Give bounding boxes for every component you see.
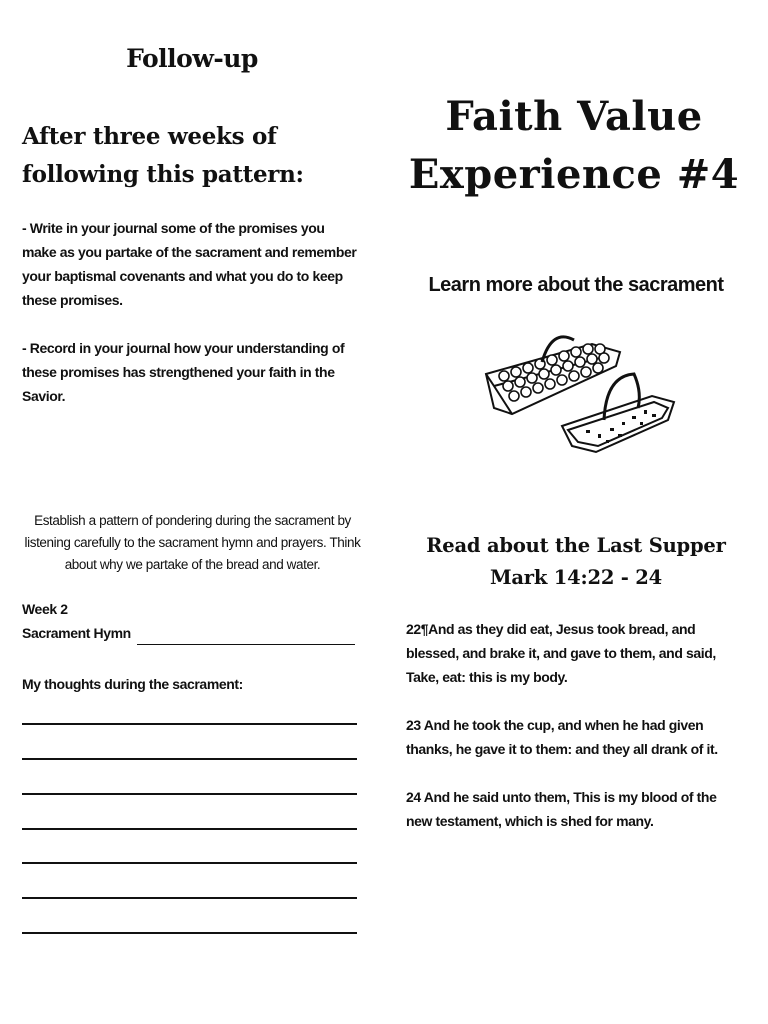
followup-list [22,216,362,432]
title-line-1: Faith Value [445,93,703,140]
writing-line[interactable] [22,862,357,864]
followup-heading: After three weeks of following this pattern: [22,123,304,188]
hymn-field [22,621,362,645]
title-line-2: Experience #4 [408,151,740,198]
followup-item-journal-promises: - Write in your journal some of the promises you make as you partake of the sacrament and remember your baptismal covenants and what you do to keep these promises. [22,220,357,308]
hymn-blank-line[interactable] [137,630,355,645]
verse-23: 23 And he took the cup, and when he had given thanks, he gave it to them: and they all drank of it. [406,717,718,757]
reading-heading [404,530,748,594]
writing-line[interactable] [22,723,357,725]
writing-line[interactable] [22,793,357,795]
followup-title: Follow-up [126,44,258,73]
writing-line[interactable] [22,897,357,899]
thoughts-label: My thoughts during the sacrament: [22,676,243,692]
verse-22: 22¶And as they did eat, Jesus took bread, and blessed, and brake it, and gave to them, and said, Take, eat: this is my body. [406,621,716,685]
subtitle: Learn more about the sacrament [428,274,724,296]
page-title [400,88,748,204]
writing-line[interactable] [22,758,357,760]
followup-item-journal-understanding: - Record in your journal how your understanding of these promises has strengthened your faith in the Savior. [22,340,345,404]
writing-line[interactable] [22,828,357,830]
hymn-label: Sacrament Hymn [22,625,131,641]
writing-line[interactable] [22,932,357,934]
pondering-instructions: Establish a pattern of pondering during the sacrament by listening carefully to the sacrament hymn and prayers. Think about why we partake of the bread and water. [24,513,361,572]
reading-heading-line-1: Read about the Last Supper [426,534,726,557]
verse-24: 24 And he said unto them, This is my blood of the new testament, which is shed for many. [406,789,717,829]
week-label: Week 2 [22,601,68,617]
sacrament-trays-icon [482,322,682,458]
scripture-verses [406,617,741,857]
scripture-reference: Mark 14:22 - 24 [489,566,663,589]
